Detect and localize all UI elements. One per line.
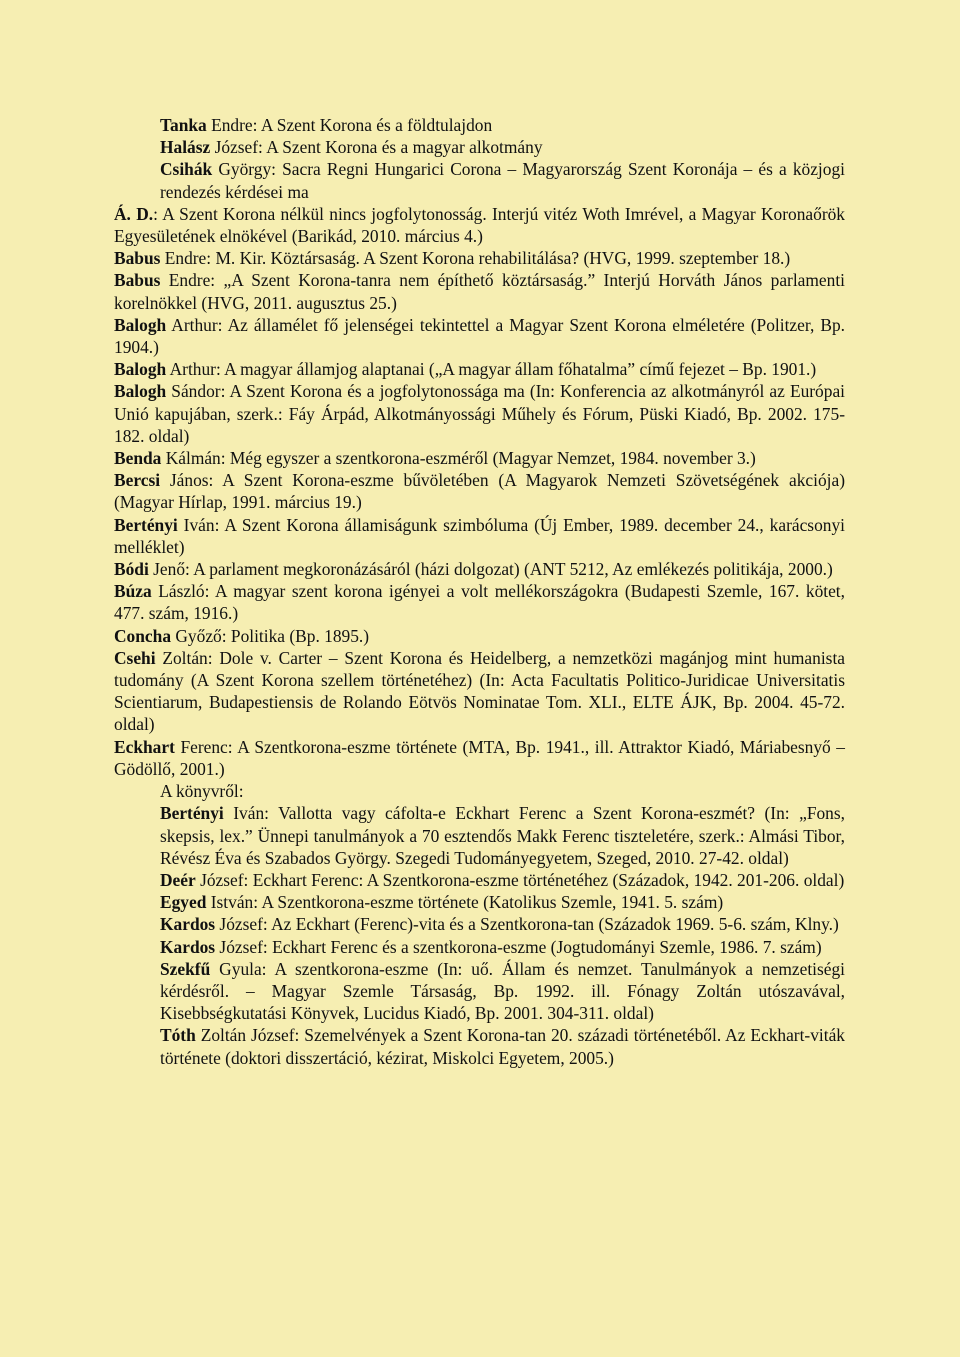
entry-text: Jenő: A parlament megkoronázásáról (házi dolgozat) (ANT 5212, Az emlékezés politikája, 2000.) bbox=[148, 559, 833, 580]
entry-author: Kardos bbox=[160, 914, 216, 935]
bibliography-entry bbox=[160, 136, 845, 158]
entry-author: Á. D. bbox=[114, 203, 154, 224]
bibliography-entry bbox=[114, 469, 845, 513]
entry-text: József: A Szent Korona és a magyar alkotmány bbox=[210, 137, 543, 158]
bibliography-entry bbox=[114, 203, 845, 247]
entry-text: János: A Szent Korona-eszme bűvöletében (A Magyarok Nemzeti Szövetségének akciója) (Magyar Hírlap, 1991. március 19.) bbox=[114, 470, 845, 513]
entry-text: Zoltán József: Szemelvények a Szent Korona-tan 20. századi történetéből. Az Eckhart-viták története (doktori disszertáció, kézirat, Miskolci Egyetem, 2005.) bbox=[160, 1025, 845, 1068]
bibliography-entry bbox=[160, 114, 845, 136]
entry-author: Szekfű bbox=[160, 958, 211, 979]
entry-author: Kardos bbox=[160, 936, 216, 957]
entry-text: József: Eckhart Ferenc és a szentkorona-eszme (Jogtudományi Szemle, 1986. 7. szám) bbox=[215, 936, 822, 957]
bibliography-entry bbox=[160, 158, 845, 202]
entry-author: Búza bbox=[114, 581, 152, 602]
entry-author: Bódi bbox=[114, 559, 149, 580]
entry-author: Balogh bbox=[114, 359, 167, 380]
bibliography-entry bbox=[114, 269, 845, 313]
entry-text: Zoltán: Dole v. Carter – Szent Korona és Heidelberg, a nemzetközi magánjog mint humanista tudomány (A Szent Korona szellem történetéhez) (In: Acta Facultatis Politico-Juridicae Universitatis Scientiarum, Budapestiensis de Rolando Eötvös Nominatae Tom. XLI., ELTE ÁJK, Bp. 2004. 45-72. oldal) bbox=[114, 647, 845, 735]
entry-author: Tóth bbox=[160, 1025, 196, 1046]
entry-author: Tanka bbox=[160, 115, 207, 135]
entry-author: Bertényi bbox=[114, 514, 178, 535]
entry-text: József: Eckhart Ferenc: A Szentkorona-eszme történetéhez (Századok, 1942. 201-206. oldal) bbox=[195, 869, 845, 890]
bibliography-entry bbox=[114, 447, 845, 469]
entry-author: Bercsi bbox=[114, 470, 161, 491]
entry-author: Balogh bbox=[114, 314, 167, 335]
entry-author: Concha bbox=[114, 625, 172, 646]
entry-text: Győző: Politika (Bp. 1895.) bbox=[171, 625, 370, 646]
bibliography-entry bbox=[114, 625, 845, 647]
entry-text: László: A magyar szent korona igényei a volt mellékországokra (Budapesti Szemle, 167. kötet, 477. szám, 1916.) bbox=[114, 581, 845, 624]
entry-author: Bertényi bbox=[160, 803, 224, 824]
entry-text: Endre: M. Kir. Köztársaság. A Szent Korona rehabilitálása? (HVG, 1999. szeptember 18.) bbox=[160, 248, 791, 269]
bibliography-entry bbox=[160, 958, 845, 1025]
bibliography-entry bbox=[114, 647, 845, 736]
entry-author: Benda bbox=[114, 448, 162, 469]
entry-text: Endre: A Szent Korona és a földtulajdon bbox=[206, 115, 493, 135]
bibliography-entry bbox=[160, 891, 845, 913]
entry-author: Csehi bbox=[114, 647, 156, 668]
entry-text: István: A Szentkorona-eszme története (Katolikus Szemle, 1941. 5. szám) bbox=[206, 892, 724, 913]
bibliography-entry bbox=[160, 780, 845, 802]
bibliography-entry bbox=[114, 380, 845, 447]
entry-author: Eckhart bbox=[114, 736, 175, 757]
entry-author: Egyed bbox=[160, 892, 207, 913]
entry-text: György: Sacra Regni Hungarici Corona – Magyarország Szent Koronája – és a közjogi rendezés kérdései ma bbox=[160, 159, 845, 202]
entry-text: Iván: Vallotta vagy cáfolta-e Eckhart Ferenc a Szent Korona-eszmét? (In: „Fons, skepsis, lex.” Ünnepi tanulmányok a 70 esztendős Makk Ferenc tiszteletére, szerk.: Almási Tibor, Révész Éva és Szabados György. Szegedi Tudományegyetem, Szeged, 2010. 27-42. oldal) bbox=[160, 803, 845, 868]
entry-text: Sándor: A Szent Korona és a jogfolytonossága ma (In: Konferencia az alkotmányról az Európai Unió kapujában, szerk.: Fáy Árpád, Alkotmányossági Műhely és Fórum, Püski Kiadó, Bp. 2002. 175-182. oldal) bbox=[114, 381, 845, 446]
entry-author: Deér bbox=[160, 869, 196, 890]
bibliography-entry bbox=[114, 580, 845, 624]
bibliography-entry bbox=[114, 558, 845, 580]
bibliography-entry bbox=[114, 358, 845, 380]
entry-text: Ferenc: A Szentkorona-eszme története (MTA, Bp. 1941., ill. Attraktor Kiadó, Máriabesnyő – Gödöllő, 2001.) bbox=[114, 736, 845, 779]
entry-text: Arthur: Az államélet fő jelenségei tekintettel a Magyar Szent Korona elméletére (Politzer, Bp. 1904.) bbox=[114, 314, 845, 358]
entry-author: Babus bbox=[114, 248, 161, 269]
entry-text: A könyvről: bbox=[160, 781, 244, 802]
bibliography-entry bbox=[160, 869, 845, 891]
bibliography-entry bbox=[160, 936, 845, 958]
bibliography-entry bbox=[114, 514, 845, 558]
entry-text: : A Szent Korona nélkül nincs jogfolytonosság. Interjú vitéz Woth Imrével, a Magyar Koronaőrök Egyesületének elnökével (Barikád, 2010. március 4.) bbox=[114, 203, 845, 247]
bibliography-entry bbox=[160, 802, 845, 869]
entry-text: József: Az Eckhart (Ferenc)-vita és a Szentkorona-tan (Századok 1969. 5-6. szám, Klny.) bbox=[215, 914, 839, 935]
entry-text: Endre: „A Szent Korona-tanra nem építhető köztársaság.” Interjú Horváth János parlamenti korelnökkel (HVG, 2011. augusztus 25.) bbox=[114, 270, 845, 313]
bibliography-list bbox=[0, 114, 960, 1069]
bibliography-entry bbox=[160, 1024, 845, 1068]
entry-text: Arthur: A magyar államjog alaptanai („A magyar állam főhatalma” című fejezet – Bp. 1901.) bbox=[166, 359, 817, 380]
entry-text: Kálmán: Még egyszer a szentkorona-eszméről (Magyar Nemzet, 1984. november 3.) bbox=[161, 448, 756, 469]
entry-text: Iván: A Szent Korona államiságunk szimbóluma (Új Ember, 1989. december 24., karácsonyi melléklet) bbox=[114, 514, 845, 557]
entry-author: Csihák bbox=[160, 159, 213, 180]
bibliography-entry bbox=[114, 736, 845, 780]
entry-author: Babus bbox=[114, 270, 161, 291]
entry-author: Balogh bbox=[114, 381, 167, 402]
bibliography-entry bbox=[160, 913, 845, 935]
entry-author: Halász bbox=[160, 137, 211, 158]
bibliography-entry bbox=[114, 247, 845, 269]
entry-text: Gyula: A szentkorona-eszme (In: uő. Állam és nemzet. Tanulmányok a nemzetiségi kérdésről. – Magyar Szemle Társaság, Bp. 1992. ill. Fónagy Zoltán utószavával, Kisebbségkutatási Könyvek, Lucidus Kiadó, Bp. 2001. 304-311. oldal) bbox=[160, 958, 845, 1024]
bibliography-entry bbox=[114, 314, 845, 358]
